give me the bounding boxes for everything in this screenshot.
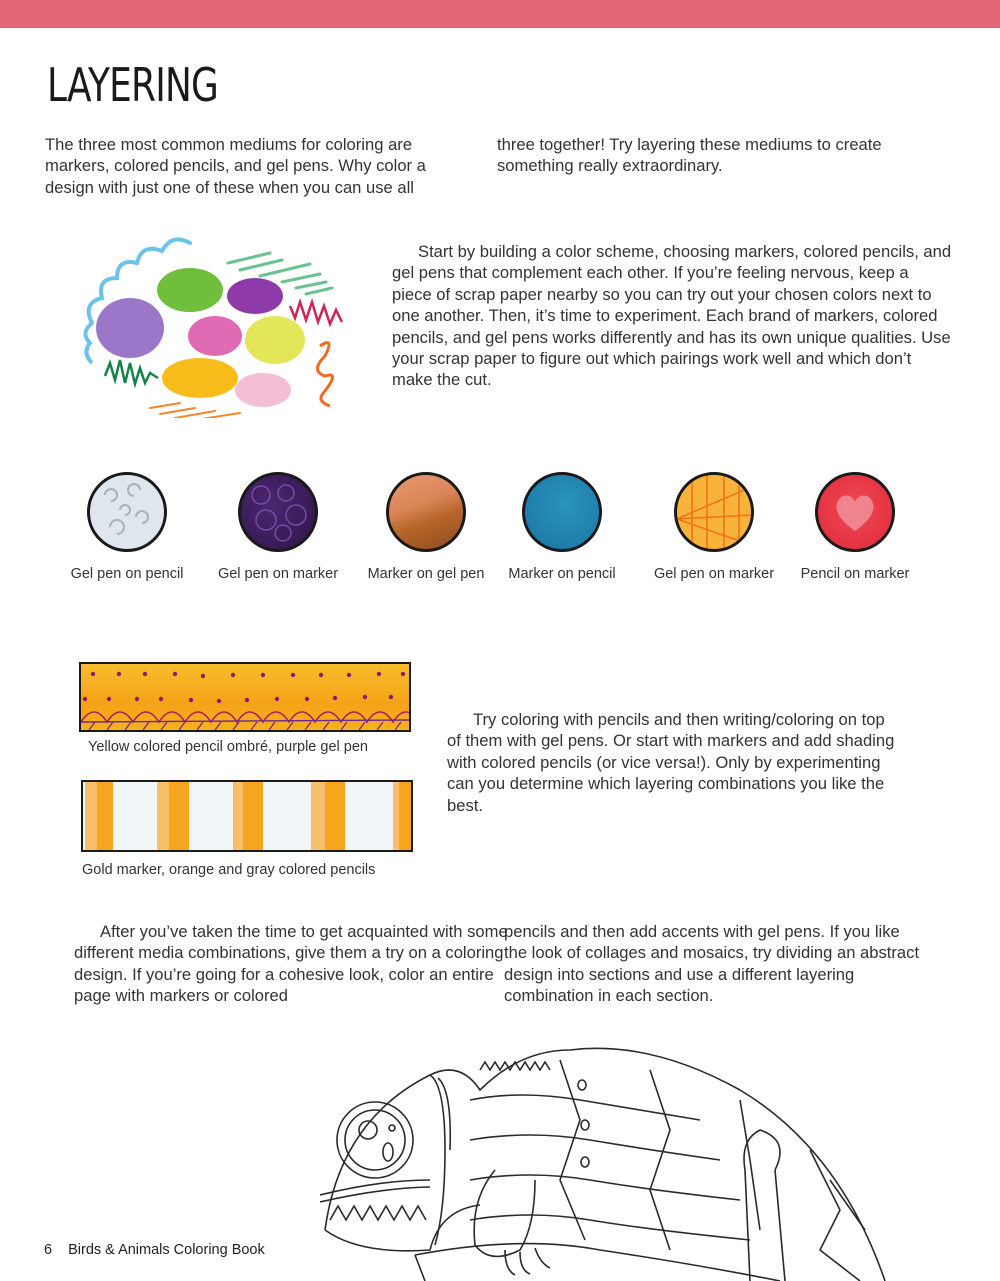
swirl-pattern-icon [90,475,164,549]
loop-pattern-icon [241,475,315,549]
heart-icon [818,475,892,549]
experiment-paragraph: Try coloring with pencils and then writing/coloring on top of them with gel pens. Or start with markers and add shading with colored pencils (or vice versa!). Only by experimenting can you determine which layering combinations you like the best. [447,710,895,815]
orange-stripes-pattern-icon [83,782,411,850]
swatch-gel-pen-on-marker-purple [203,472,353,582]
swatch-label: Gel pen on marker [217,566,339,582]
intro-paragraph-right: three together! Try layering these mediums to create something really extraordinary. [497,135,882,176]
swatch-circle [815,472,895,552]
color-scheme-paragraph: Start by building a color scheme, choosing markers, colored pencils, and gel pens that complement each other. If you’re feeling nervous, keep a piece of scrap paper nearby so you can try out your chosen colors next to one another. Then, it’s time to experiment. Each brand of markers, colored pencils, and gel pens works differently and has its own unique qualities. Use your scrap paper to figure out which pairings work well and which don’t make the cut. [392,242,952,390]
swatch-label: Gel pen on pencil [70,566,184,582]
book-title: Birds & Animals Coloring Book [68,1242,265,1258]
page-footer [44,1242,265,1258]
swatch-marker-on-gel-pen [351,472,501,582]
swatch-circle [522,472,602,552]
page-number: 6 [44,1242,53,1258]
swatch-label: Marker on pencil [508,566,616,582]
strip-caption: Yellow colored pencil ombré, purple gel pen [88,739,368,755]
crosshatch-pattern-icon [677,475,751,549]
ombre-strip-sample [79,662,411,732]
swatch-circle [87,472,167,552]
swatch-pencil-on-marker [780,472,930,582]
layering-swatches [40,472,940,582]
swatch-circle [238,472,318,552]
swatch-gel-pen-on-pencil [52,472,202,582]
top-accent-bar [0,0,1000,28]
chameleon-line-art [320,1030,1000,1281]
swatch-label: Marker on gel pen [367,566,485,582]
swatch-label: Gel pen on marker [653,566,775,582]
after-paragraph-right: pencils and then add accents with gel pens. If you like the look of collages and mosaics, try dividing an abstract design into sections and use a different layering combination in each section. [504,922,920,1006]
swatch-circle [386,472,466,552]
stripe-strip-sample [81,780,413,852]
after-paragraph-left: After you’ve taken the time to get acquainted with some different media combinations, give them a try on a coloring design. If you’re going for a cohesive look, color an entire page with markers or colored [74,922,508,1006]
swatch-marker-on-pencil [487,472,637,582]
swatch-gel-pen-on-marker-orange [639,472,789,582]
swatch-circle [674,472,754,552]
color-scribbles-illustration [70,228,370,418]
page-title: LAYERING [47,58,219,112]
dots-and-scallops-pattern-icon [81,664,409,730]
swatch-label: Pencil on marker [800,566,910,582]
strip-caption: Gold marker, orange and gray colored pencils [82,862,376,878]
intro-paragraph-left: The three most common mediums for coloring are markers, colored pencils, and gel pens. Why color a design with just one of these when you can use all [45,135,426,197]
